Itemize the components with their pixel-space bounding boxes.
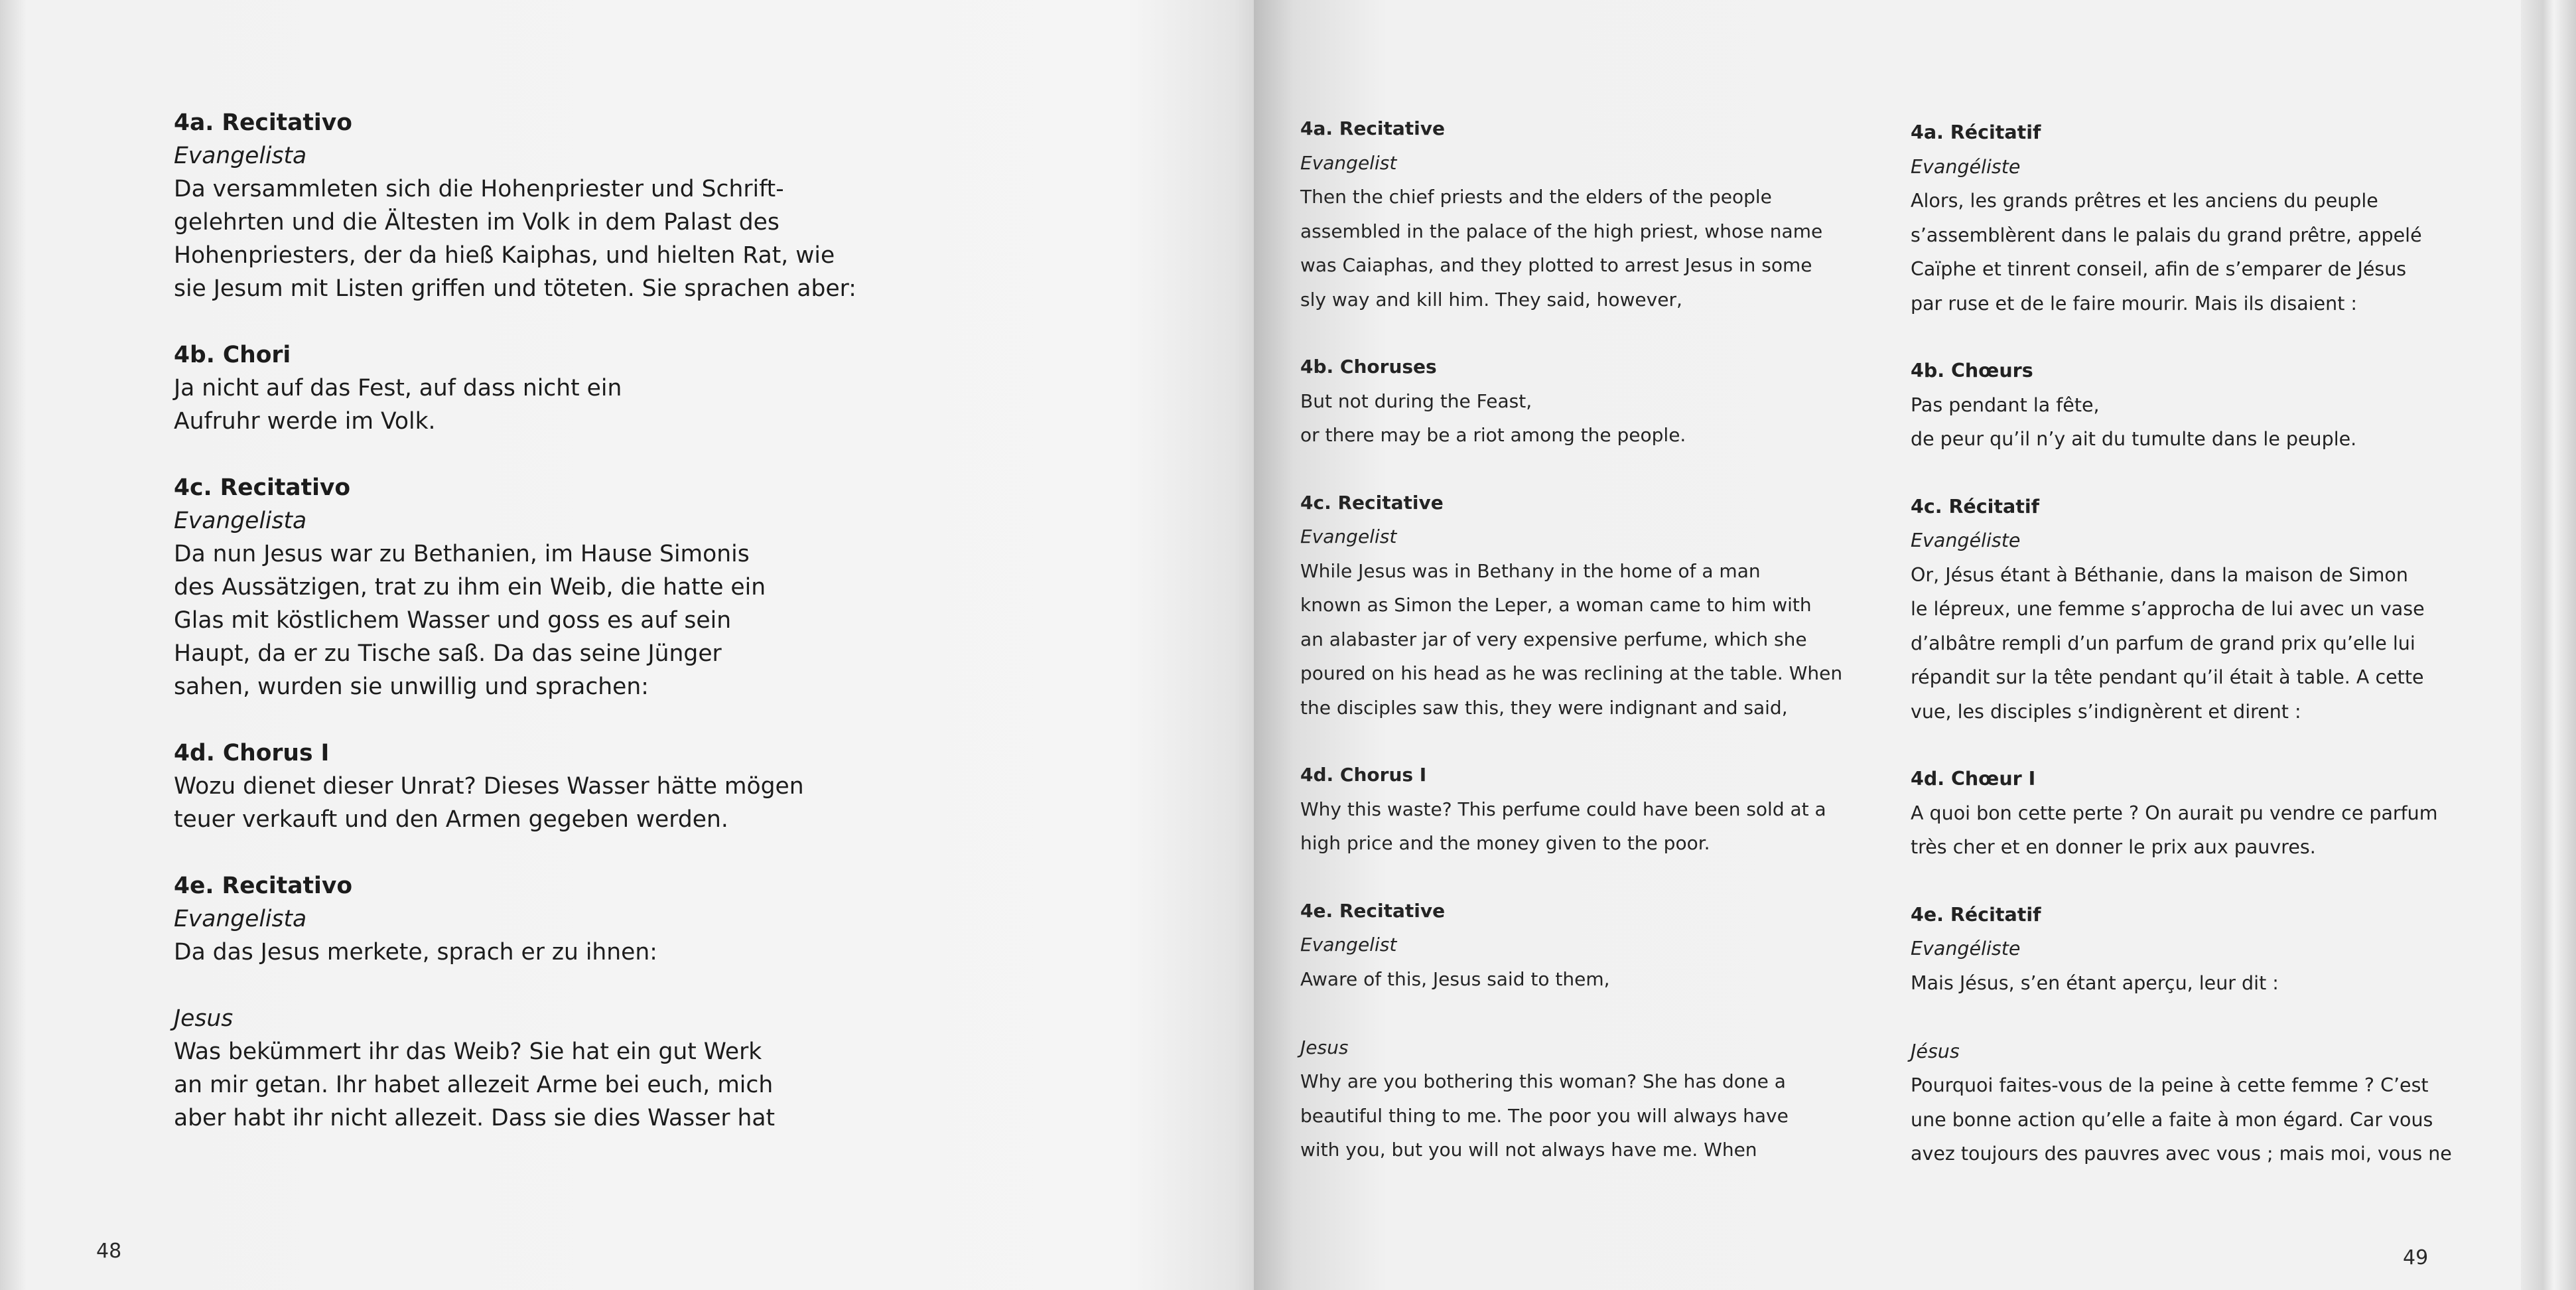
section-4d-fr	[1911, 762, 2441, 865]
text-line: Or, Jésus étant à Béthanie, dans la maison de Simon	[1911, 563, 2408, 586]
text-line: par ruse et de le faire mourir. Mais ils disaient :	[1911, 292, 2358, 315]
text-line: Hohenpriesters, der da hieß Kaiphas, und hielten Rat, wie	[174, 242, 835, 269]
text-line: répandit sur la tête pendant qu’il était à table. A cette	[1911, 666, 2424, 688]
text-line: poured on his head as he was reclining at the table. When	[1300, 662, 1843, 684]
spacer	[1300, 996, 1871, 1031]
text-line: Then the chief priests and the elders of the people	[1300, 186, 1772, 208]
section-heading: 4c. Recitative	[1300, 491, 1444, 514]
french-column	[1911, 115, 2452, 1204]
german-column	[174, 106, 930, 1168]
text-line: Aware of this, Jesus said to them,	[1300, 967, 1610, 990]
section-4c-de	[174, 471, 930, 703]
text-line: Ja nicht auf das Fest, auf dass nicht ein	[174, 375, 622, 401]
text-line: teuer verkauft und den Armen gegeben werden.	[174, 806, 728, 833]
text-line: Haupt, da er zu Tische saß. Da das seine Jünger	[174, 640, 722, 667]
text-line: Wozu dienet dieser Unrat? Dieses Wasser hätte mögen	[174, 773, 804, 800]
text-line: Da versammleten sich die Hohenpriester und Schrift-	[174, 176, 784, 202]
section-4b-fr	[1911, 354, 2441, 457]
text-line: an alabaster jar of very expensive perfume, which she	[1300, 628, 1807, 650]
text-line: Pas pendant la fête,	[1911, 394, 2100, 416]
section-4c-en	[1300, 486, 1871, 725]
text-line: une bonne action qu’elle a faite à mon égard. Car vous	[1911, 1108, 2433, 1131]
text-line: Aufruhr werde im Volk.	[174, 408, 436, 435]
section-4a-de	[174, 106, 930, 305]
section-4d-en	[1300, 758, 1871, 861]
role-label: Jesus	[174, 1005, 234, 1032]
section-heading: 4e. Récitatif	[1911, 903, 2041, 926]
role-label: Evangelista	[174, 508, 307, 534]
text-line: assembled in the palace of the high priest, whose name	[1300, 220, 1823, 242]
text-line: While Jesus was in Bethany in the home of a man	[1300, 559, 1761, 582]
text-line: an mir getan. Ihr habet allezeit Arme bei euch, mich	[174, 1072, 774, 1098]
text-line: with you, but you will not always have me. When	[1300, 1139, 1757, 1161]
text-line: d’albâtre rempli d’un parfum de grand prix qu’elle lui	[1911, 632, 2415, 654]
section-4c-fr	[1911, 490, 2441, 729]
text-line: was Caiaphas, and they plotted to arrest Jesus in some	[1300, 254, 1812, 276]
text-line: le lépreux, une femme s’approcha de lui avec un vase	[1911, 598, 2425, 620]
text-line: known as Simon the Leper, a woman came to him with	[1300, 594, 1812, 616]
role-label: Evangelist	[1300, 151, 1397, 174]
text-line: de peur qu’il n’y ait du tumulte dans le peuple.	[1911, 428, 2357, 450]
text-line: sly way and kill him. They said, however,	[1300, 288, 1682, 311]
section-heading: 4e. Recitativo	[174, 873, 353, 899]
role-label: Evangelista	[174, 906, 307, 932]
text-line: très cher et en donner le prix aux pauvres.	[1911, 836, 2316, 858]
role-label: Evangelist	[1300, 934, 1397, 956]
section-4b-de	[174, 338, 930, 438]
text-line: A quoi bon cette perte ? On aurait pu vendre ce parfum	[1911, 802, 2438, 824]
role-label: Evangéliste	[1911, 938, 2021, 960]
text-line: But not during the Feast,	[1300, 390, 1532, 412]
section-4e-de	[174, 869, 930, 1135]
english-column	[1300, 111, 1871, 1200]
text-line: Alors, les grands prêtres et les anciens du peuple	[1911, 190, 2378, 212]
text-line: Da das Jesus merkete, sprach er zu ihnen:	[174, 939, 657, 966]
section-heading: 4a. Recitative	[1300, 117, 1446, 139]
text-line: high price and the money given to the poor.	[1300, 832, 1710, 854]
role-label: Evangelista	[174, 143, 307, 169]
text-line: avez toujours des pauvres avec vous ; mais moi, vous ne	[1911, 1143, 2452, 1165]
section-heading: 4d. Chorus I	[1300, 764, 1427, 786]
text-line: Was bekümmert ihr das Weib? Sie hat ein gut Werk	[174, 1039, 762, 1065]
role-label: Jesus	[1300, 1036, 1349, 1058]
page-number-left: 48	[96, 1240, 122, 1263]
section-4a-fr	[1911, 115, 2441, 321]
section-heading: 4b. Chori	[174, 342, 291, 368]
text-line: sie Jesum mit Listen griffen und töteten. Sie sprachen aber:	[174, 275, 856, 302]
spacer	[1911, 1000, 2441, 1035]
text-line: the disciples saw this, they were indignant and said,	[1300, 696, 1788, 719]
section-4a-en	[1300, 111, 1871, 317]
text-line: des Aussätzigen, trat zu ihm ein Weib, die hatte ein	[174, 574, 766, 601]
section-heading: 4c. Récitatif	[1911, 495, 2040, 518]
section-heading: 4b. Chœurs	[1911, 360, 2033, 382]
text-line: s’assemblèrent dans le palais du grand prêtre, appelé	[1911, 224, 2422, 246]
section-4d-de	[174, 737, 930, 836]
section-heading: 4e. Recitative	[1300, 899, 1446, 922]
page-number-right: 49	[2403, 1246, 2429, 1269]
spacer	[174, 969, 930, 1002]
text-line: Pourquoi faites-vous de la peine à cette femme ? C’est	[1911, 1074, 2429, 1096]
page-edge	[2521, 0, 2576, 1290]
section-heading: 4a. Récitatif	[1911, 121, 2041, 143]
section-heading: 4a. Recitativo	[174, 109, 352, 136]
section-4e-en	[1300, 894, 1871, 1167]
text-line: beautiful thing to me. The poor you will always have	[1300, 1104, 1789, 1127]
role-label: Jésus	[1911, 1040, 1960, 1062]
text-line: sahen, wurden sie unwillig und sprachen:	[174, 674, 649, 700]
section-heading: 4d. Chorus I	[174, 740, 330, 766]
text-line: Why are you bothering this woman? She has done a	[1300, 1070, 1786, 1092]
section-heading: 4d. Chœur I	[1911, 768, 2036, 790]
text-line: Caïphe et tinrent conseil, afin de s’emparer de Jésus	[1911, 258, 2407, 280]
role-label: Evangéliste	[1911, 155, 2021, 178]
text-line: aber habt ihr nicht allezeit. Dass sie dies Wasser hat	[174, 1105, 776, 1131]
text-line: Why this waste? This perfume could have been sold at a	[1300, 798, 1826, 820]
text-line: gelehrten und die Ältesten im Volk in dem Palast des	[174, 209, 780, 236]
text-line: Da nun Jesus war zu Bethanien, im Hause Simonis	[174, 541, 750, 567]
role-label: Evangéliste	[1911, 530, 2021, 551]
text-line: Mais Jésus, s’en étant aperçu, leur dit :	[1911, 971, 2279, 994]
text-line: Glas mit köstlichem Wasser und goss es auf sein	[174, 607, 732, 634]
text-line: or there may be a riot among the people.	[1300, 424, 1686, 446]
text-line: vue, les disciples s’indignèrent et dirent :	[1911, 700, 2301, 723]
section-4e-fr	[1911, 898, 2452, 1171]
section-heading: 4b. Choruses	[1300, 356, 1437, 378]
role-label: Evangelist	[1300, 526, 1397, 547]
section-4b-en	[1300, 350, 1871, 453]
section-heading: 4c. Recitativo	[174, 474, 351, 501]
